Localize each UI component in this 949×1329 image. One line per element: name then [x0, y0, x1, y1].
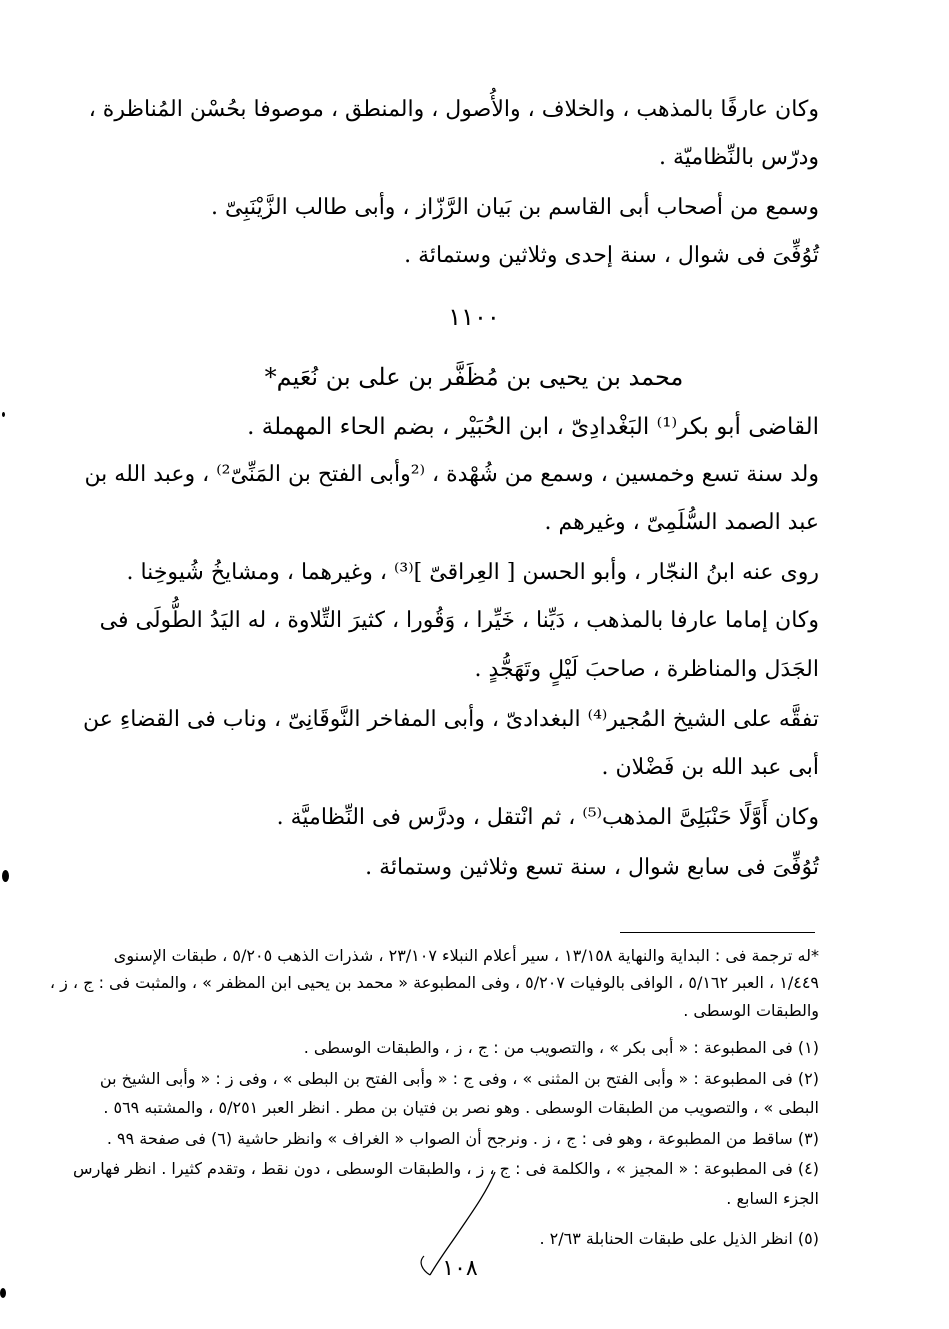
- entry-line-1: القاضى أبو بكر⁽¹⁾ البَغْدادِىّ ، ابن الحُبَيْر ، بضم الحاء المهملة .: [247, 414, 819, 440]
- footnote-line: (٢) فى المطبوعة : « وأبى الفتح بن المثنى » ، وفى ج : « وأبى الفتح بن البطى » ، وفى ز : « وأبى الشيخ بن: [99, 1069, 819, 1088]
- footnote-line: البطى » ، والتصويب من الطبقات الوسطى . وهو نصر بن فتيان بن مطر . انظر العبر ٥/٢٥١ ، والمشتبه ٥٦٩ .: [103, 1098, 819, 1117]
- entry-line-7: تفقَّه على الشيخ المُجير⁽⁴⁾ البغدادىّ ، وأبى المفاخر النَّوقَانِىّ ، وناب فى القضاءِ عن: [83, 707, 819, 732]
- entry-line-5: وكان إماما عارفا بالمذهب ، دَيِّنا ، خَيِّرا ، وَقُورا ، كثيرَ التِّلاوة ، له اليَدُ الطُّولَى فى: [99, 608, 819, 633]
- footnote-divider: [620, 932, 815, 933]
- footnote-line: (٣) ساقط من المطبوعة ، وهو فى : ج ، ز . ونرجح أن الصواب « الغراف » وانظر حاشية (٦) فى صفحة ٩٩ .: [106, 1129, 819, 1148]
- footnote-line: (١) فى المطبوعة : « أبى بكر » ، والتصويب من : ج ، ز ، والطبقات الوسطى .: [303, 1038, 819, 1057]
- top-line-2: ودرّس بالنِّظاميّة .: [658, 145, 819, 170]
- entry-line-9: وكان أَوَّلًا حَنْبَلِىَّ المذهب⁽⁵⁾ ، ثم انْتقل ، ودرَّس فى النِّظاميَّة .: [276, 805, 819, 830]
- scan-dot: [2, 412, 5, 417]
- footnote-line: ١/٤٤٩ ، العبر ٥/١٦٢ ، الوافى بالوفيات ٥/٢٠٧ ، وفى المطبوعة « محمد بن يحيى ابن المظفر » ، والمثبت فى : ج ، ز ،: [49, 973, 819, 992]
- top-line-4: تُوُفِّىَ فى شوال ، سنة إحدى وثلاثين وستمائة .: [404, 243, 819, 268]
- entry-line-3: عبد الصمد السُّلَمِىّ ، وغيرهم .: [544, 510, 819, 535]
- footnote-line: الجزء السابع .: [726, 1189, 819, 1208]
- entry-number: ١١٠٠: [448, 303, 500, 331]
- entry-line-8: أبى عبد الله بن فَضْلان .: [601, 755, 819, 780]
- scan-dot: [0, 1288, 6, 1298]
- top-line-1: وكان عارفًا بالمذهب ، والخلاف ، والأُصول ، والمنطق ، موصوفا بحُسْن المُناظرة ،: [88, 97, 819, 122]
- top-line-3: وسمع من أصحاب أبى القاسم بن بَيان الرَّزّاز ، وأبى طالب الزَّيْنَبِىّ .: [211, 195, 819, 220]
- footnote-line: (٥) انظر الذيل على طبقات الحنابلة ٢/٦٣ .: [539, 1229, 819, 1248]
- entry-line-10: تُوُفِّىَ فى سابع شوال ، سنة تسع وثلاثين وستمائة .: [365, 855, 819, 880]
- pen-mark-icon: [400, 1170, 510, 1280]
- entry-line-2: ولد سنة تسع وخمسين ، وسمع من شُهْدة ، ⁽²وأبى الفتح بن المَنِّىّ²⁾ ، وعبد الله بن: [84, 462, 819, 487]
- footnote-line: *له ترجمة فى : البداية والنهاية ١٣/١٥٨ ، سير أعلام النبلاء ٢٣/١٠٧ ، شذرات الذهب ٥/٢٠٥ ، طبقات الإسنوى: [113, 946, 819, 965]
- entry-line-4: روى عنه ابنُ النجّار ، وأبو الحسن [ العِراقىّ ]⁽³⁾ ، وغيرهما ، ومشايخُ شُيوخِنا .: [126, 560, 819, 585]
- footnote-line: (٤) فى المطبوعة : « المجيز » ، والكلمة فى : ج ، ز ، والطبقات الوسطى ، دون نقط ، وتقدم كثيرا . انظر فهارس: [73, 1159, 819, 1178]
- footnote-line: والطبقات الوسطى .: [683, 1001, 819, 1020]
- entry-title: محمد بن يحيى بن مُظَفَّر بن على بن نُعَيم*: [264, 363, 684, 391]
- page-number: ١٠٨: [442, 1256, 478, 1281]
- entry-line-6: الجَدَل والمناظرة ، صاحبَ لَيْلٍ وتَهَجُّدٍ .: [474, 657, 819, 682]
- scan-dot: [2, 870, 9, 882]
